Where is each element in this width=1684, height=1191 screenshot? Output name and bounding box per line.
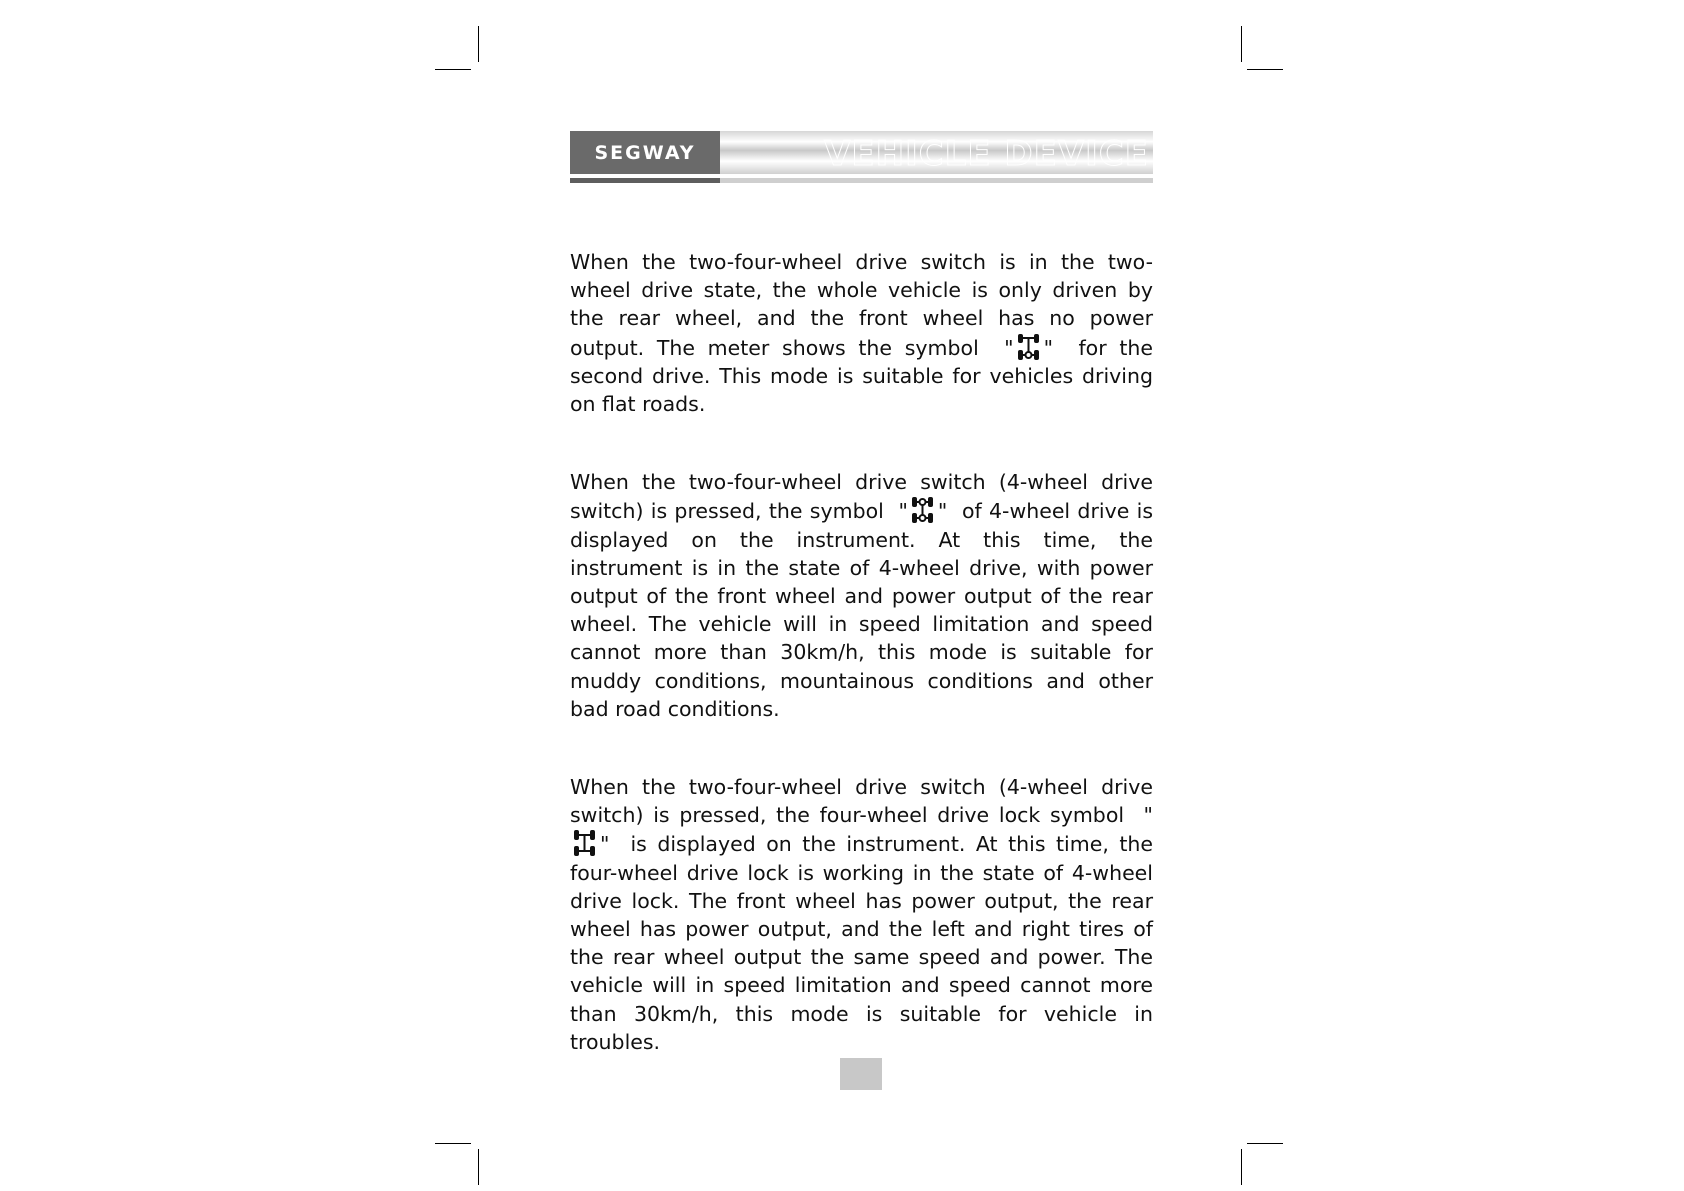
brand-logo — [570, 131, 720, 174]
paragraph-four-wheel-drive-lock — [570, 773, 1153, 1056]
paragraph-text: When the two-four-wheel drive switch (4-wheel drive switch) is pressed, the four-wheel drive lock symbol " — [570, 775, 1153, 828]
paragraph-text: " is displayed on the instrument. At this time, the four-wheel drive lock is working in the state of 4-wheel drive lock. The front wheel has power output, the rear wheel has power output, and the left and right tires of the rear wheel output the same speed and power. The vehicle will in speed limitation and speed cannot more than 30km/h, this mode is suitable for vehicle in troubles. — [570, 832, 1153, 1054]
crop-mark-bottom-left-v — [478, 1149, 479, 1185]
brand-text: SEGWAY — [594, 141, 696, 164]
header-underline-light — [720, 178, 1153, 183]
crop-mark-top-left-v — [478, 26, 479, 62]
crop-mark-bottom-right-v — [1241, 1149, 1242, 1185]
page-header — [570, 131, 1153, 184]
header-underline-dark — [570, 178, 720, 183]
section-title: VEHICLE DEVICE — [824, 134, 1149, 174]
crop-mark-bottom-left-h — [435, 1143, 471, 1144]
crop-mark-top-right-v — [1241, 26, 1242, 62]
paragraph-four-wheel-drive — [570, 468, 1153, 723]
paragraph-text: When the two-four-wheel drive switch is in the two-wheel drive state, the whole vehicle is only driven by the rear wheel, and the front wheel has no power output. The meter shows the symbol " — [570, 250, 1153, 360]
header-gradient-bar — [720, 131, 1153, 174]
crop-mark-top-right-h — [1247, 69, 1283, 70]
paragraph-text: When the two-four-wheel drive switch (4-wheel drive switch) is pressed, the symbol " — [570, 470, 1153, 524]
page-number-tab — [840, 1058, 882, 1090]
four-wheel-drive-lock-icon — [572, 829, 598, 857]
paragraph-two-wheel-drive — [570, 248, 1153, 418]
four-wheel-drive-icon — [910, 496, 936, 524]
crop-mark-top-left-h — [435, 69, 471, 70]
paragraph-text: " of 4-wheel drive is displayed on the instrument. At this time, the instrument is in the state of 4-wheel drive, with power output of the front wheel and power output of the rear wheel. The vehicle will in speed limitation and speed cannot more than 30km/h, this mode is suitable for muddy conditions, mountainous conditions and other bad road conditions. — [570, 499, 1153, 721]
main-content — [570, 248, 1153, 1106]
paragraph-text: " for the second drive. This mode is suitable for vehicles driving on flat roads. — [570, 335, 1153, 417]
two-wheel-drive-icon — [1016, 333, 1042, 361]
crop-mark-bottom-right-h — [1247, 1143, 1283, 1144]
